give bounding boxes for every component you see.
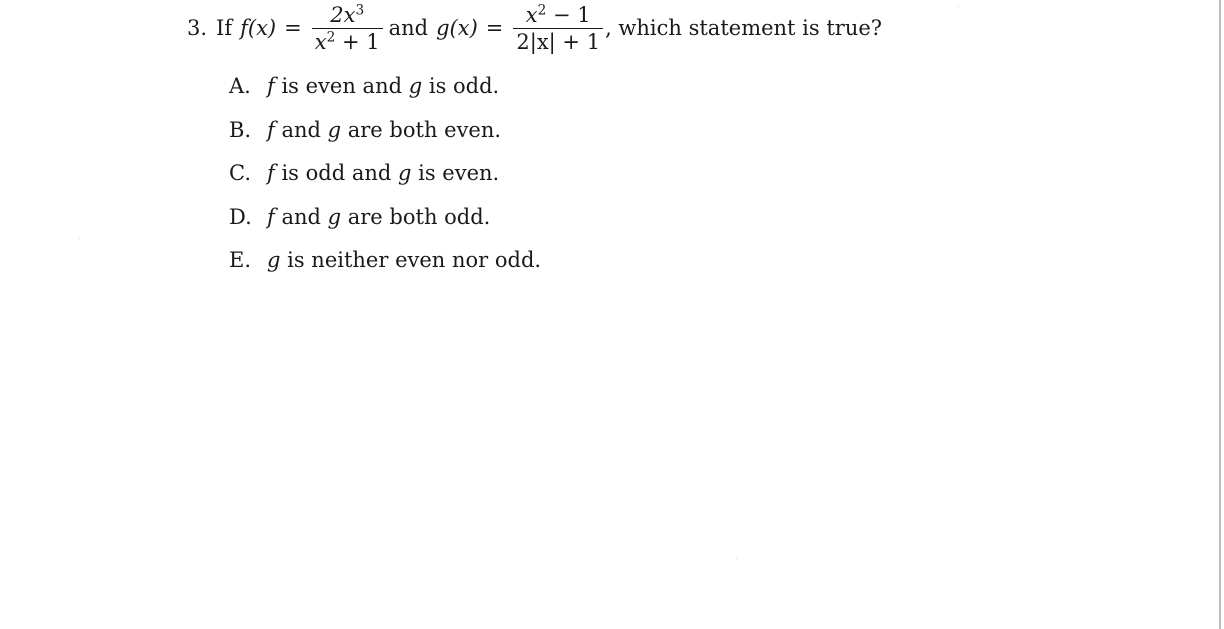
choice-letter: B.: [229, 117, 252, 142]
function-symbol: f: [267, 74, 275, 98]
function-symbol: f: [267, 117, 275, 142]
g-fraction: [513, 4, 603, 53]
function-symbol: g: [408, 74, 423, 98]
fraction-bar: [513, 28, 603, 29]
choice-e: [229, 246, 541, 290]
choice-letter: A.: [229, 74, 251, 98]
question-tail: , which statement is true?: [605, 16, 883, 41]
choice-text: is odd and: [274, 161, 398, 185]
scan-speck: [736, 558, 737, 559]
g-denominator: 2|x| + 1: [516, 30, 601, 55]
equals-sign: =: [284, 16, 302, 41]
function-symbol: f: [267, 161, 275, 185]
scan-speck: [79, 238, 80, 239]
f-denominator: $x^2 + 1$: [314, 29, 380, 55]
g-function-call: g(x): [436, 16, 478, 41]
choice-text: are both even.: [341, 117, 502, 142]
scan-speck: [958, 6, 959, 7]
choice-text: is odd.: [422, 74, 500, 98]
choice-text: and: [274, 204, 328, 229]
f-function-call: f(x): [240, 16, 277, 41]
question-stem: [187, 4, 882, 53]
function-symbol: g: [398, 161, 412, 185]
choice-d: [229, 203, 541, 247]
f-fraction: [312, 4, 383, 53]
function-symbol: g: [267, 248, 281, 272]
equals-sign: =: [485, 16, 504, 41]
g-numerator: $x^2 - 1$: [525, 2, 591, 27]
choice-letter: E.: [229, 248, 252, 272]
choice-letter: C.: [229, 161, 251, 185]
choice-text: and: [274, 117, 328, 142]
and-word: and: [388, 16, 429, 41]
choice-b: [229, 116, 541, 160]
fraction-bar: [312, 28, 383, 29]
question-number: 3.: [187, 16, 208, 41]
choice-letter: D.: [229, 204, 252, 229]
choice-text: are both odd.: [341, 204, 491, 229]
function-symbol: g: [327, 204, 342, 229]
if-word: If: [216, 16, 233, 41]
choice-text: is even.: [411, 161, 500, 185]
choice-c: [229, 159, 541, 203]
answer-choices: [229, 72, 541, 290]
choice-text: is even and: [274, 74, 409, 98]
choice-text: is neither even nor odd.: [280, 248, 542, 272]
function-symbol: g: [327, 117, 342, 142]
choice-a: [229, 72, 541, 116]
f-numerator: $2x^3$: [330, 2, 365, 27]
function-symbol: f: [267, 204, 275, 229]
page-edge-line: [1219, 0, 1221, 629]
